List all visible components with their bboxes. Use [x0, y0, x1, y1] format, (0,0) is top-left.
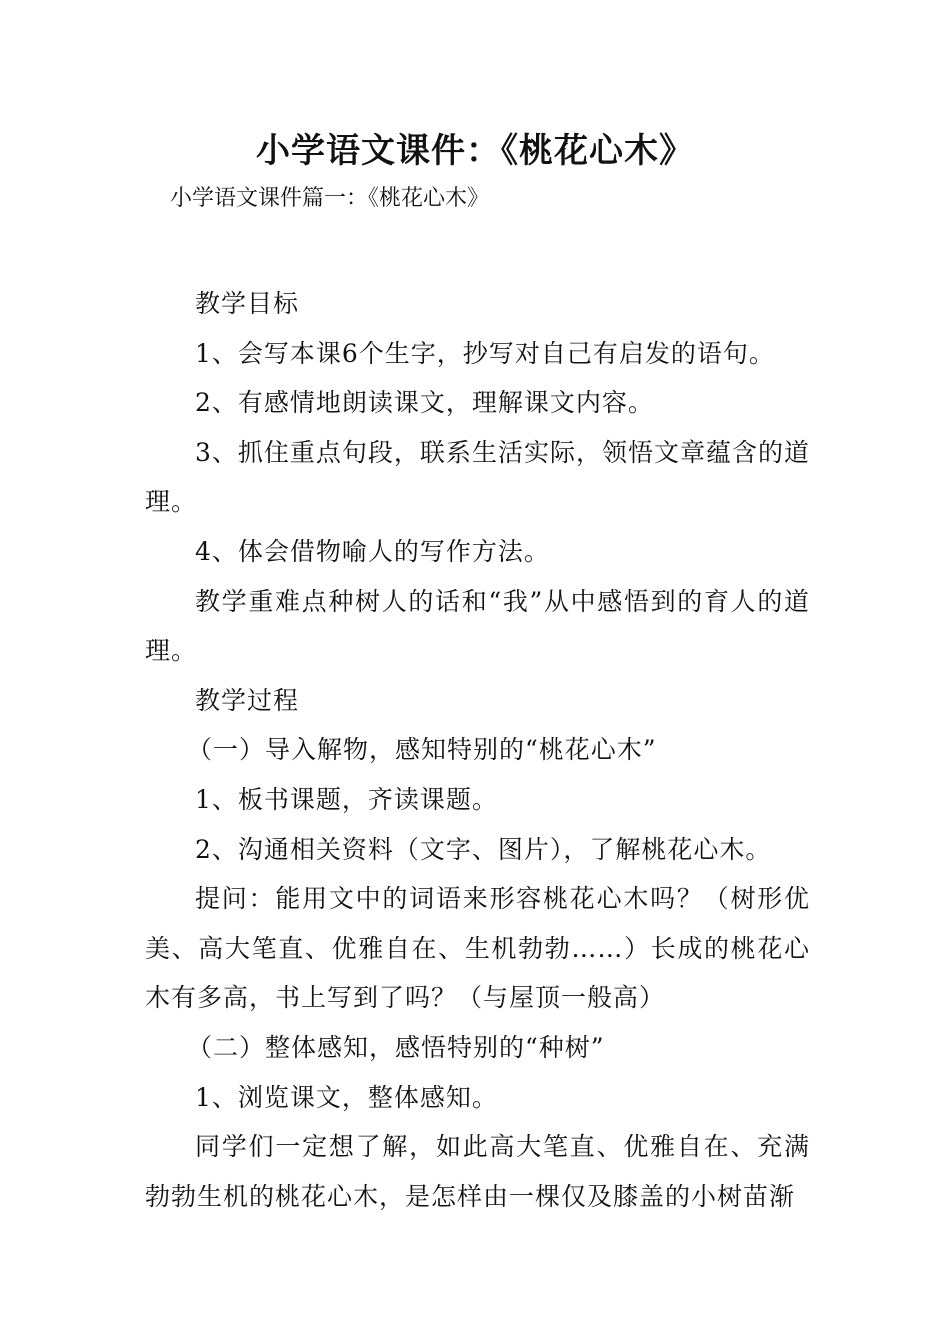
document-subtitle: 小学语文课件篇一：《桃花心木》 — [170, 186, 490, 211]
paragraph-intro-question: 同学们一定想了解，如此高大笔直、优雅自在、充满勃勃生机的桃花心木，是怎样由一棵仅及膝盖的小树苗渐 — [145, 1132, 810, 1211]
document-title: 小学语文课件：《桃花心木》 — [256, 131, 694, 171]
subsection-heading-2: （二）整体感知，感悟特别的“种树” — [187, 1032, 605, 1062]
paragraph-goal-2: 2、有感情地朗读课文，理解课文内容。 — [195, 388, 654, 418]
paragraph-goal-1: 1、会写本课6个生字，抄写对自己有启发的语句。 — [195, 338, 775, 368]
paragraph-key-points: 教学重难点种树人的话和“我”从中感悟到的育人的道理。 — [145, 586, 810, 666]
paragraph-step-2: 2、沟通相关资料（文字、图片），了解桃花心木。 — [195, 834, 772, 864]
subsection-heading-1: （一）导入解物，感知特别的“桃花心木” — [187, 735, 657, 765]
paragraph-step-1: 1、板书课题，齐读课题。 — [195, 784, 498, 814]
document-body — [145, 279, 810, 1221]
paragraph-question: 提问：能用文中的词语来形容桃花心木吗？（树形优美、高大笔直、优雅自在、生机勃勃……）长成的桃花心木有多高，书上写到了吗？（与屋顶一般高） — [145, 884, 810, 1013]
paragraph-browse: 1、浏览课文，整体感知。 — [195, 1082, 498, 1112]
section-heading-teaching-goals: 教学目标 — [195, 289, 300, 318]
section-heading-teaching-process: 教学过程 — [195, 685, 300, 715]
paragraph-goal-3: 3、抓住重点句段，联系生活实际，领悟文章蕴含的道理。 — [145, 437, 810, 517]
paragraph-goal-4: 4、体会借物喻人的写作方法。 — [195, 536, 550, 566]
